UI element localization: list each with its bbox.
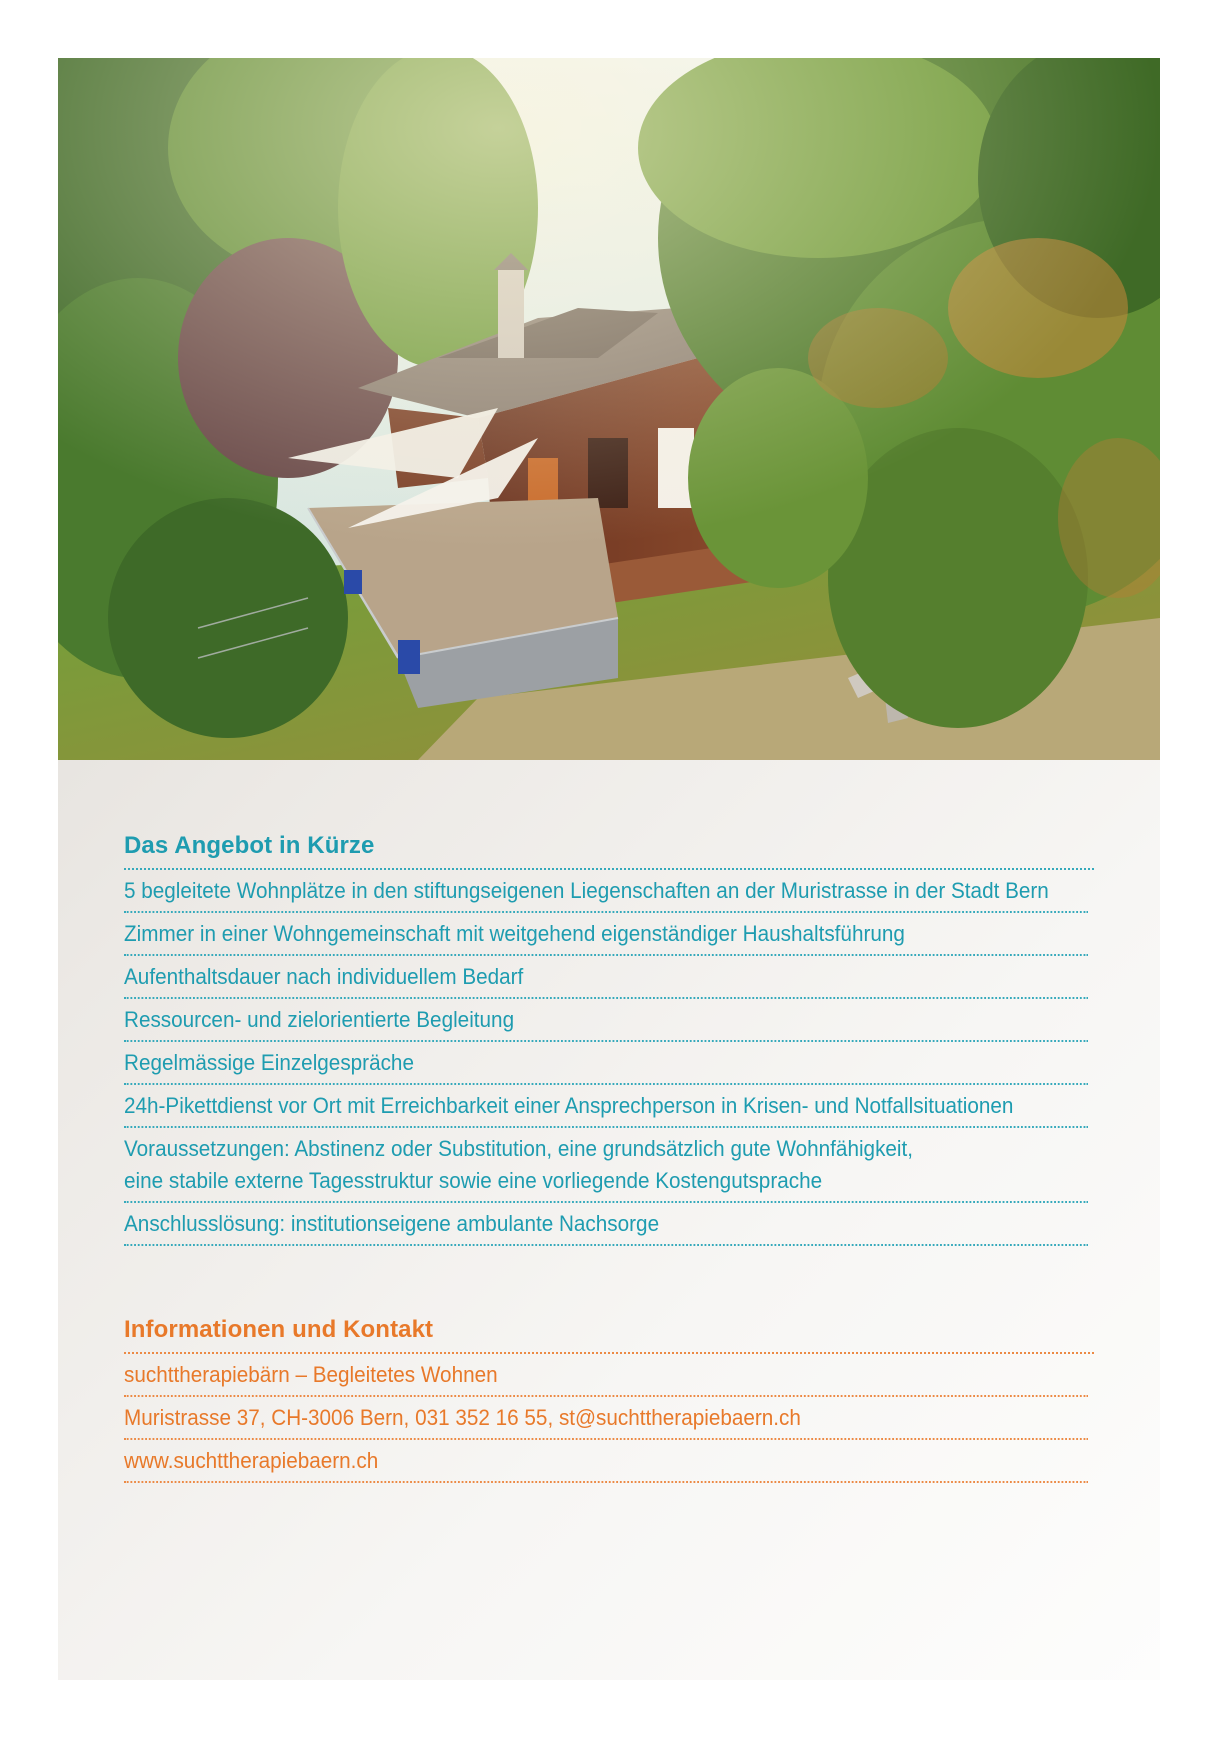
contact-section: [124, 1308, 1094, 1483]
list-item: Aufenthaltsdauer nach individuellem Bedarf: [124, 956, 1088, 999]
contact-website-link[interactable]: www.suchttherapiebaern.ch: [124, 1440, 1088, 1483]
list-item: Zimmer in einer Wohngemeinschaft mit weitgehend eigenständiger Haushaltsführung: [124, 913, 1088, 956]
list-item: [124, 1128, 1088, 1203]
list-item: 5 begleitete Wohnplätze in den stiftungseigenen Liegenschaften an der Muristrasse in der Stadt Bern: [124, 870, 1088, 913]
contact-list: [124, 1352, 1094, 1483]
contact-organization: suchttherapiebärn – Begleitetes Wohnen: [124, 1354, 1088, 1397]
house-garden-photo: [58, 58, 1160, 760]
offer-list: [124, 868, 1094, 1246]
list-item-line: eine stabile externe Tagesstruktur sowie eine vorliegende Kostengutsprache: [124, 1168, 823, 1193]
list-item: Ressourcen- und zielorientierte Begleitung: [124, 999, 1088, 1042]
contact-address: Muristrasse 37, CH-3006 Bern, 031 352 16 55, st@suchttherapiebaern.ch: [124, 1397, 1088, 1440]
list-item-line: Voraussetzungen: Abstinenz oder Substitution, eine grundsätzlich gute Wohnfähigkeit,: [124, 1136, 914, 1161]
brochure-page: [58, 58, 1160, 1680]
offer-heading: Das Angebot in Kürze: [124, 832, 375, 859]
list-item: 24h-Pikettdienst vor Ort mit Erreichbarkeit einer Ansprechperson in Krisen- und Notfallsituationen: [124, 1085, 1088, 1128]
contact-heading: Informationen und Kontakt: [124, 1316, 434, 1343]
list-item: Regelmässige Einzelgespräche: [124, 1042, 1088, 1085]
list-item: Anschlusslösung: institutionseigene ambulante Nachsorge: [124, 1203, 1088, 1246]
offer-section: [124, 824, 1094, 1246]
